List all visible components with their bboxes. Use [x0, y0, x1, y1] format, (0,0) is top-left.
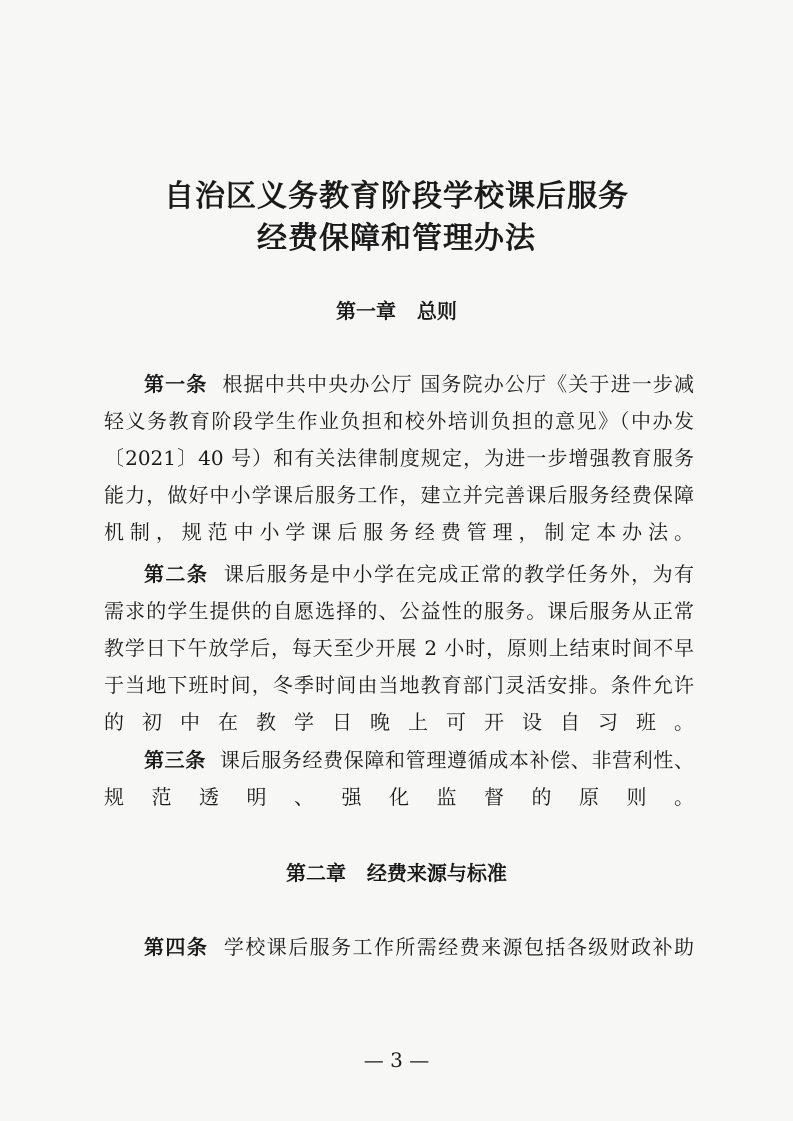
- article1-line3: 〔2021〕40 号）和有关法律制度规定，为进一步增强教育服务: [104, 446, 694, 470]
- article1-label: 第一条: [144, 372, 208, 396]
- article2-label: 第二条: [144, 562, 209, 586]
- article1: [104, 366, 694, 551]
- article2-line2: 需求的学生提供的自愿选择的、公益性的服务。课后服务从正常: [104, 599, 694, 623]
- article3: [104, 742, 694, 816]
- chapter1-heading: 第一章 总则: [336, 299, 457, 323]
- article1-line2: 轻义务教育阶段学生作业负担和校外培训负担的意见》（中办发: [104, 409, 694, 433]
- document-title-line2: 经费保障和管理办法: [257, 221, 536, 256]
- article3-label: 第三条: [144, 748, 206, 772]
- article3-text-line1: 课后服务经费保障和管理遵循成本补偿、非营利性、: [219, 748, 694, 772]
- article2-line3: 教学日下午放学后，每天至少开展 2 小时，原则上结束时间不早: [104, 636, 694, 660]
- article4-line1: [104, 929, 694, 966]
- article1-text-line1: 根据中共中央办公厅 国务院办公厅《关于进一步减: [222, 372, 694, 396]
- article3-line2: 规范透明、强化监督的原则。: [104, 785, 694, 809]
- article1-line5: 机制，规范中小学课后服务经费管理，制定本办法。: [104, 520, 694, 544]
- article2-text-line1: 课后服务是中小学在完成正常的教学任务外，为有: [223, 562, 694, 586]
- article1-line4: 能力，做好中小学课后服务工作，建立并完善课后服务经费保障: [104, 483, 694, 507]
- article4: [104, 929, 694, 966]
- article3-line1: [104, 742, 694, 779]
- page-number: — 3 —: [363, 1048, 430, 1072]
- article1-line1: [104, 366, 694, 403]
- chapter2-heading: 第二章 经费来源与标准: [286, 861, 507, 885]
- article4-label: 第四条: [144, 935, 209, 959]
- article2: [104, 556, 694, 741]
- article2-line4: 于当地下班时间，冬季时间由当地教育部门灵活安排。条件允许: [104, 673, 694, 697]
- document-title-line1: 自治区义务教育阶段学校课后服务: [164, 179, 629, 214]
- article4-text-line1: 学校课后服务工作所需经费来源包括各级财政补助: [223, 935, 694, 959]
- article2-line1: [104, 556, 694, 593]
- article2-line5: 的初中在教学日晚上可开设自习班。: [104, 710, 694, 734]
